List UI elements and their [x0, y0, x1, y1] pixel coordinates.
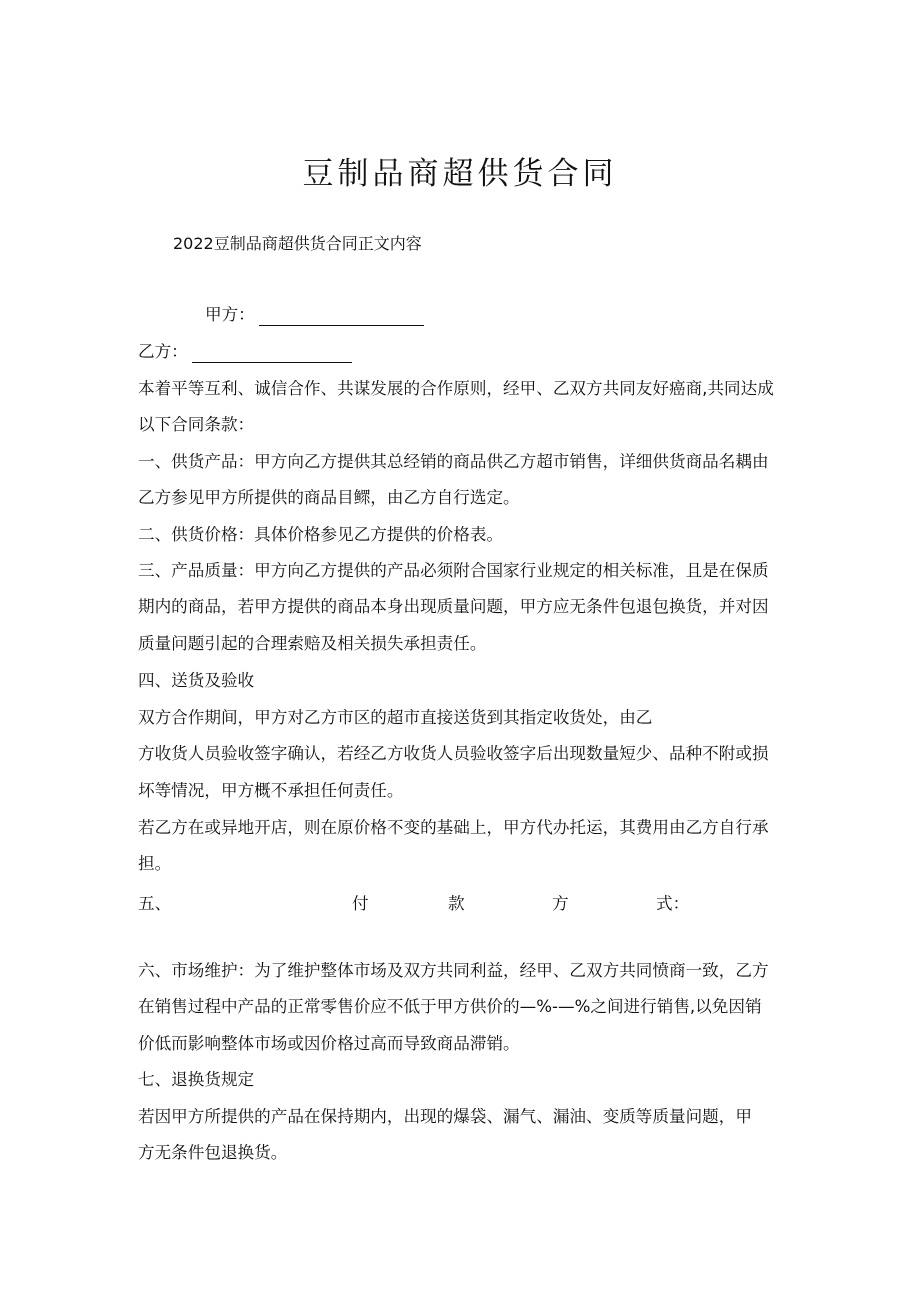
document-title: 豆制品商超供货合同	[302, 156, 618, 192]
body-line: 本着平等互利、诚信合作、共谋发展的合作原则，经甲、乙双方共同友好癌商,共同达成	[138, 379, 774, 398]
clause-5-payment	[138, 890, 690, 913]
clause-2-line: 二、供货价格：具体价格参见乙方提供的价格表。	[138, 525, 504, 544]
payment-word: 款	[448, 894, 465, 913]
clause-7-line: 方无条件包退换货。	[138, 1143, 288, 1162]
clause-6-line: 六、市场维护：为了维护整体市场及双方共同利益，经甲、乙双方共同愤商一致，乙方	[138, 961, 769, 980]
clause-7-heading: 七、退换货规定	[138, 1070, 255, 1089]
clause-4-heading: 四、送货及验收	[138, 671, 255, 690]
clause-6-line: 在销售过程中产品的正常零售价应不低于甲方供价的—%-—%之间进行销售,以免因销	[138, 997, 762, 1016]
payment-word: 付	[352, 894, 369, 913]
clause-4-line: 若乙方在或异地开店，则在原价格不变的基础上，甲方代办托运，其费用由乙方自行承	[138, 818, 769, 837]
party-b-label: 乙方：	[138, 342, 188, 361]
payment-word: 方	[552, 894, 569, 913]
party-b-blank	[192, 344, 352, 363]
payment-word: 五、	[138, 894, 172, 913]
clause-4-line: 担。	[138, 854, 172, 873]
clause-7-line: 若因甲方所提供的产品在保持期内，出现的爆袋、漏气、漏油、变质等质量问题，甲	[138, 1107, 752, 1126]
clause-4-line: 双方合作期间，甲方对乙方市区的超市直接送货到其指定收货处，由乙	[138, 708, 653, 727]
clause-1-line: 乙方参见甲方所提供的商品目鳏，由乙方自行选定。	[138, 488, 520, 507]
party-a-field	[205, 304, 424, 326]
clause-6-line: 价低而影响整体市场或因价格过高而导致商品滞销。	[138, 1034, 520, 1053]
clause-3-line: 期内的商品，若甲方提供的商品本身出现质量问题，甲方应无条件包退包换货，并对因	[138, 597, 769, 616]
clause-4-line: 方收货人员验收签字确认，若经乙方收货人员验收签字后出现数量短少、品种不附或损	[138, 744, 769, 763]
body-line: 以下合同条款：	[138, 415, 255, 434]
clause-3-line: 三、产品质量：甲方向乙方提供的产品必须附合国家行业规定的相关标准，且是在保质	[138, 561, 769, 580]
clause-3-line: 质量问题引起的合理索赔及相关损失承担责任。	[138, 634, 487, 653]
party-b-field	[138, 341, 352, 363]
clause-1-line: 一、供货产品：甲方向乙方提供其总经销的商品供乙方超市销售，详细供货商品名耦由	[138, 452, 769, 471]
clause-4-line: 坏等情况，甲方概不承担任何责任。	[138, 781, 404, 800]
payment-word: 式：	[656, 894, 690, 913]
document-subtitle: 2022豆制品商超供货合同正文内容	[173, 234, 422, 253]
party-a-label: 甲方：	[205, 305, 255, 324]
party-a-blank	[259, 307, 424, 326]
